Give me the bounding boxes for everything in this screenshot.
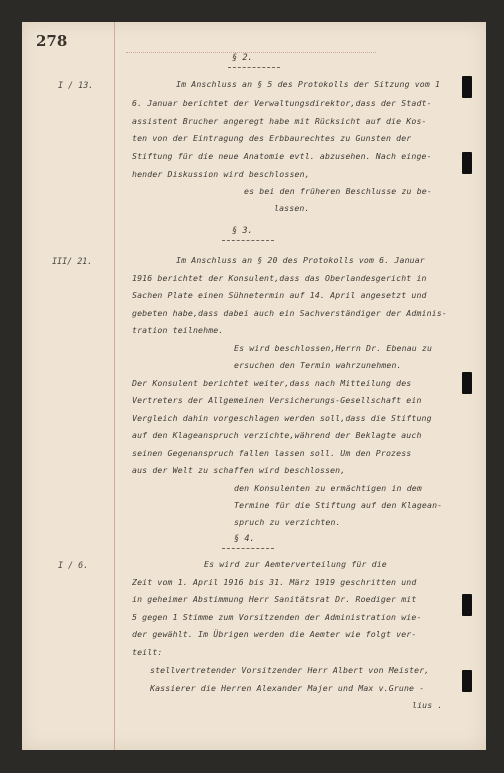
text-line: spruch zu verzichten. bbox=[234, 517, 341, 527]
text-line: Kassierer die Herren Alexander Majer und Max v.Grune - bbox=[150, 683, 425, 693]
text-line: teilt: bbox=[132, 647, 163, 657]
text-line: gebeten habe,dass dabei auch ein Sachverständiger der Adminis- bbox=[132, 308, 447, 318]
margin-rule bbox=[114, 22, 115, 750]
section-underline bbox=[228, 67, 280, 68]
text-line: den Konsulenten zu ermächtigen in dem bbox=[234, 483, 422, 493]
section-underline bbox=[222, 240, 274, 241]
page-number: 278 bbox=[36, 32, 68, 50]
text-line: Vertreters der Allgemeinen Versicherungs-Gesellschaft ein bbox=[132, 395, 422, 405]
text-line: hender Diskussion wird beschlossen, bbox=[132, 169, 310, 179]
text-line: ten von der Eintragung des Erbbaurechtes zu Gunsten der bbox=[132, 133, 412, 143]
text-line: Im Anschluss an § 5 des Protokolls der Sitzung vom 1 bbox=[176, 79, 441, 89]
section-heading: § 4. bbox=[234, 534, 255, 544]
binder-tab bbox=[462, 76, 472, 98]
binder-tab bbox=[462, 152, 472, 174]
text-line: es bei den früheren Beschlusse zu be- bbox=[244, 186, 432, 196]
document-page bbox=[22, 22, 486, 750]
text-line: in geheimer Abstimmung Herr Sanitätsrat Dr. Roediger mit bbox=[132, 594, 417, 604]
text-line: stellvertretender Vorsitzender Herr Albert von Meister, bbox=[150, 665, 430, 675]
binder-tab bbox=[462, 670, 472, 692]
text-line: 5 gegen 1 Stimme zum Vorsitzenden der Administration wie- bbox=[132, 612, 422, 622]
text-line: Es wird zur Aemterverteilung für die bbox=[204, 559, 387, 569]
section-heading: § 3. bbox=[232, 226, 253, 236]
text-line: Stiftung für die neue Anatomie evtl. abzusehen. Nach einge- bbox=[132, 151, 432, 161]
text-line: der gewählt. Im Übrigen werden die Aemter wie folgt ver- bbox=[132, 629, 417, 639]
binder-tab bbox=[462, 372, 472, 394]
text-line: Der Konsulent berichtet weiter,dass nach Mitteilung des bbox=[132, 378, 412, 388]
section-ref: III/ 21. bbox=[52, 256, 93, 266]
section-ref: I / 13. bbox=[58, 80, 94, 90]
text-line: aus der Welt zu schaffen wird beschlossen, bbox=[132, 465, 346, 475]
text-line: lius . bbox=[412, 700, 443, 710]
text-line: seinen Gegenanspruch fallen lassen soll. Um den Prozess bbox=[132, 448, 412, 458]
text-line: assistent Brucher angeregt habe mit Rücksicht auf die Kos- bbox=[132, 116, 427, 126]
text-line: Vergleich dahin vorgeschlagen werden soll,dass die Stiftung bbox=[132, 413, 432, 423]
section-underline bbox=[222, 548, 274, 549]
text-line: Im Anschluss an § 20 des Protokolls vom 6. Januar bbox=[176, 255, 425, 265]
text-line: ersuchen den Termin wahrzunehmen. bbox=[234, 360, 402, 370]
text-line: Sachen Plate einen Sühnetermin auf 14. April angesetzt und bbox=[132, 290, 427, 300]
text-line: lassen. bbox=[274, 203, 310, 213]
text-line: Termine für die Stiftung auf den Klagean- bbox=[234, 500, 443, 510]
text-line: 6. Januar berichtet der Verwaltungsdirektor,dass der Stadt- bbox=[132, 98, 432, 108]
section-heading: § 2. bbox=[232, 53, 253, 63]
text-line: Es wird beschlossen,Herrn Dr. Ebenau zu bbox=[234, 343, 433, 353]
text-line: tration teilnehme. bbox=[132, 325, 224, 335]
binder-tab bbox=[462, 594, 472, 616]
text-line: 1916 berichtet der Konsulent,dass das Oberlandesgericht in bbox=[132, 273, 427, 283]
section-ref: I / 6. bbox=[58, 560, 89, 570]
text-line: Zeit vom 1. April 1916 bis 31. März 1919 geschritten und bbox=[132, 577, 417, 587]
text-line: auf den Klageanspruch verzichte,während der Beklagte auch bbox=[132, 430, 422, 440]
